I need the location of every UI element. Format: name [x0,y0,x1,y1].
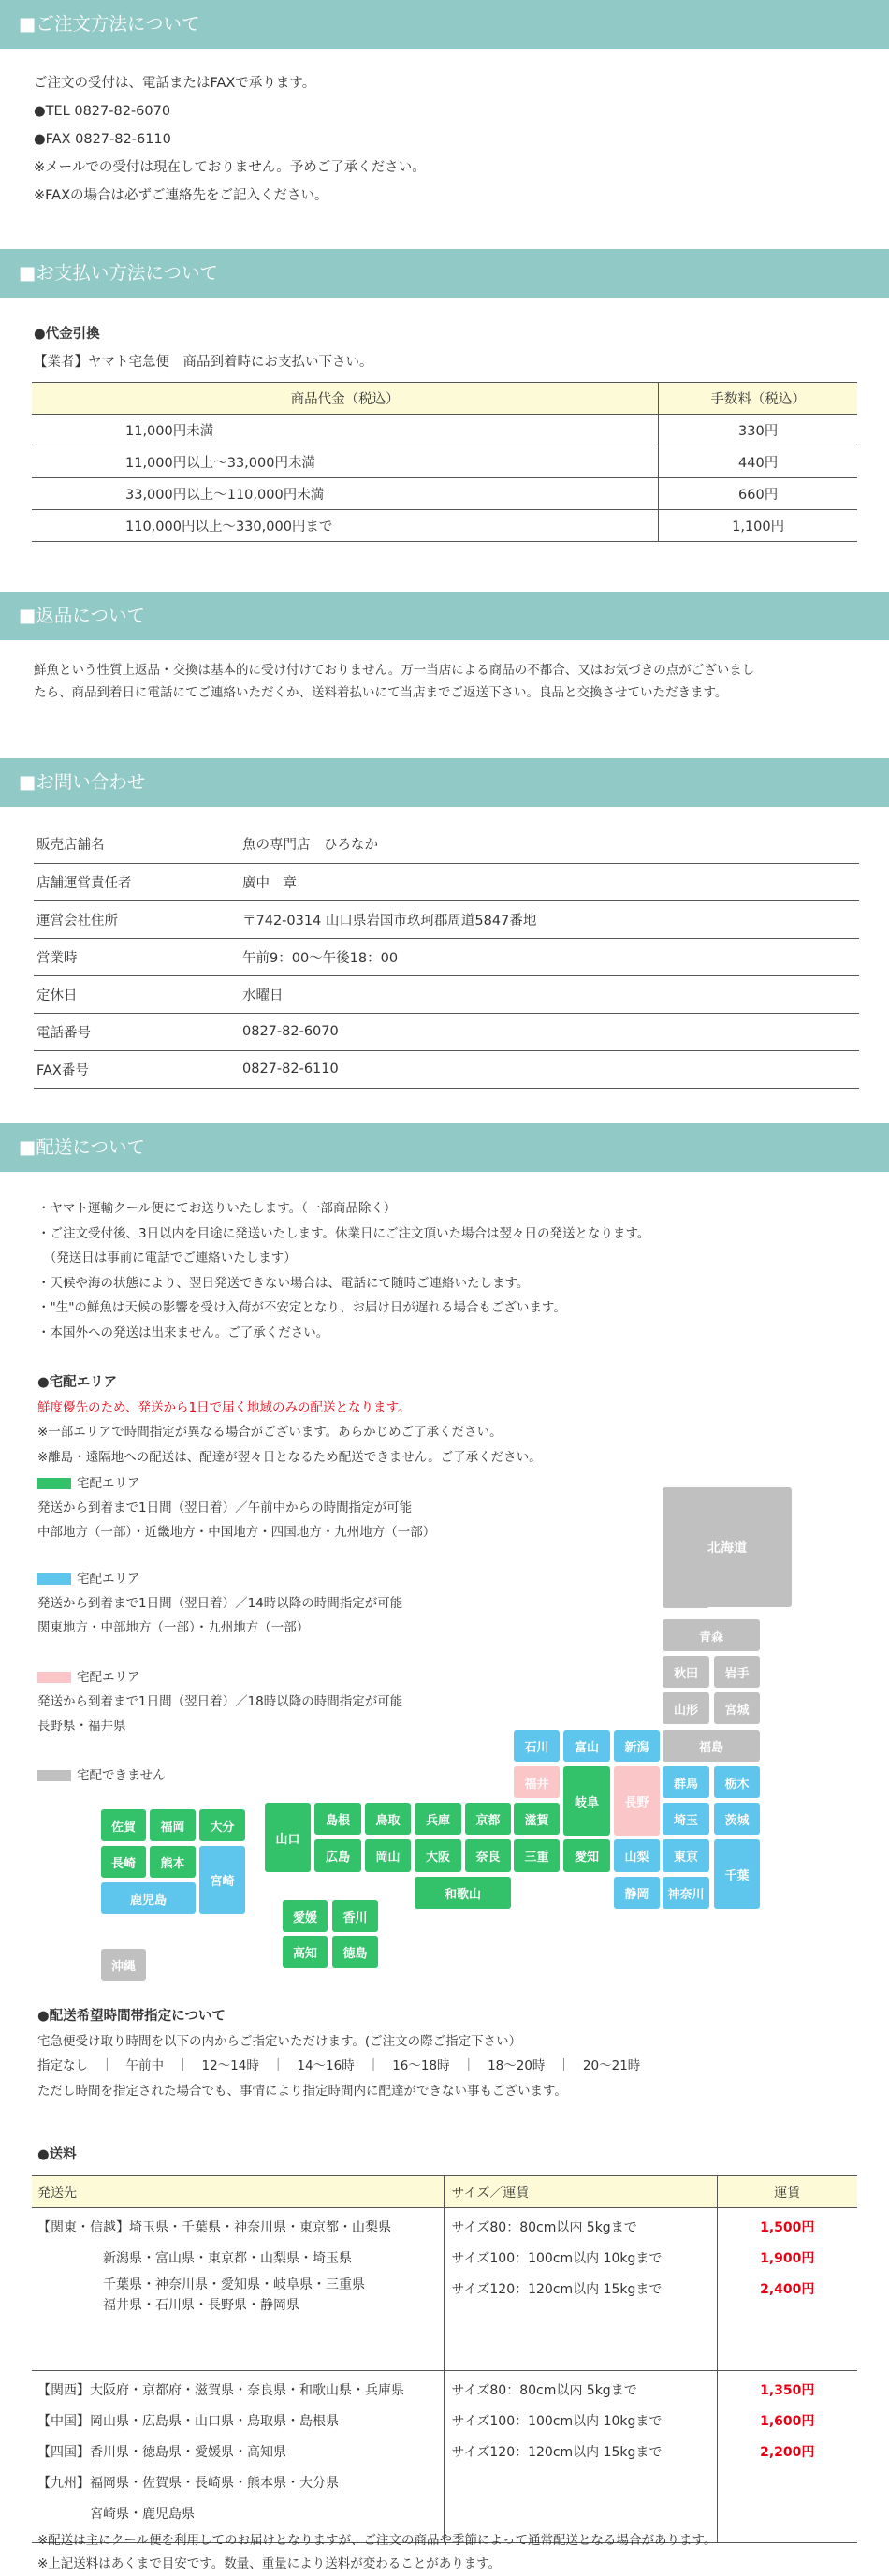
pref-miyazaki: 宮崎 [199,1846,245,1914]
shipping-footnotes [37,2529,716,2576]
ship-header: 発送先 [32,2176,444,2208]
shipping-title: ●送料 [37,2147,77,2162]
delivery-note: （発送日は事前に電話でご連絡いたします） [37,1251,297,1266]
time-title: ●配送希望時間帯指定について [37,2009,226,2024]
ship-area: 新潟県・富山県・東京都・山梨県・埼玉県 [37,2251,352,2266]
contact-value: 水曜日 [240,975,859,1013]
pink-swatch [37,1672,71,1683]
ship-size: サイズ80：80cm以内 5kgまで [451,2220,637,2235]
time-info [37,2004,640,2103]
fee-range: 11,000円未満 [32,415,659,446]
delivery-note: ・本国外への発送は出来ません。ご了承ください。 [37,1325,329,1340]
pref-ehime: 愛媛 [283,1900,328,1932]
table-row [34,975,859,1013]
pref-shizuoka: 静岡 [614,1877,660,1909]
delivery-note: ・天候や海の状態により、翌日発送できない場合は、電話にて随時ご連絡いたします。 [37,1275,530,1291]
ship-size: サイズ120：120cm以内 15kgまで [451,2445,663,2460]
fee-range: 11,000円以上～33,000円未満 [32,446,659,478]
contact-label: 店舗運営責任者 [34,863,240,900]
ship-fee: 1,350円 [760,2383,815,2398]
area-red-note: 鮮度優先のため、発送から1日で届く地域のみの配送となります。 [37,1399,411,1415]
pref-hiroshima: 広島 [314,1839,361,1872]
pref-saga: 佐賀 [101,1809,146,1841]
contact-value: 午前9：00～午後18：00 [240,938,859,975]
fee-amount: 660円 [659,478,857,510]
returns-text: たら、商品到着日に電話にてご連絡いただくか、送料着払いにて当店までご返送下さい。良品と交換させていただきます。 [34,685,728,700]
payment-note: 【業者】ヤマト宅急便 商品到着時にお支払い下さい。 [34,355,373,370]
ship-area: 福井県・石川県・長野県・静岡県 [37,2298,299,2313]
pref-tochigi: 栃木 [714,1766,760,1798]
pref-kochi: 高知 [283,1936,328,1968]
legend-label: 宅配できません [77,1768,166,1783]
ship-area: 千葉県・神奈川県・愛知県・岐阜県・三重県 [37,2277,365,2292]
blue-swatch [37,1573,71,1585]
pref-ibaraki: 茨城 [714,1803,760,1835]
pref-yamaguchi: 山口 [265,1803,311,1872]
contact-value: 0827-82-6110 [240,1050,859,1088]
ship-footnote: ※配送は主にクール便を利用してのお届けとなりますが、ご注文の商品や季節によって通常配送となる場合があります。 [37,2533,717,2548]
pref-yamagata: 山形 [663,1692,709,1724]
pref-tokyo: 東京 [663,1839,709,1872]
payment-method: ●代金引換 [34,327,100,342]
fee-header: 手数料（税込） [659,383,857,415]
pref-aomori: 青森 [663,1619,760,1651]
legend-areas: 長野県・福井県 [37,1719,126,1734]
table-row [32,2208,857,2371]
ship-header: 運賃 [717,2176,857,2208]
time-slots: 指定なし ｜ 午前中 ｜ 12〜14時 ｜ 14〜16時 ｜ 16〜18時 ｜ 18〜20時 ｜ 20〜21時 [37,2058,641,2073]
green-swatch [37,1478,71,1489]
pref-miyagi: 宮城 [714,1692,760,1724]
ship-size: サイズ80：80cm以内 5kgまで [451,2383,637,2398]
pref-kumamoto: 熊本 [150,1846,196,1878]
contact-label: 定休日 [34,975,240,1013]
table-row [34,900,859,938]
returns-heading: ■返品について [0,592,889,640]
pref-toyama: 富山 [563,1730,610,1762]
table-row [32,415,857,446]
pref-gifu: 岐阜 [563,1766,610,1836]
pref-fukui: 福井 [514,1766,560,1798]
pref-nagasaki: 長崎 [101,1846,146,1878]
contact-value: 魚の専門店 ひろなか [240,826,859,863]
area-note: ※一部エリアで時間指定が異なる場合がございます。あらかじめご了承ください。 [37,1425,503,1440]
ship-fee: 2,400円 [760,2282,815,2297]
pref-okinawa: 沖縄 [101,1949,146,1981]
payment-section [0,249,889,542]
pref-akita: 秋田 [663,1656,709,1688]
time-line: ただし時間を指定された場合でも、事情により指定時間内に配達ができない事もございます。 [37,2083,567,2099]
pref-fukushima: 福島 [663,1730,760,1762]
legend-desc: 発送から到着まで1日間（翌日着）／14時以降の時間指定が可能 [37,1596,403,1611]
pref-nara: 奈良 [465,1839,511,1872]
ship-area: 【関東・信越】埼玉県・千葉県・神奈川県・東京都・山梨県 [37,2220,391,2235]
ship-area: 【中国】岡山県・広島県・山口県・鳥取県・島根県 [37,2414,339,2429]
ship-area: 【関西】大阪府・京都府・滋賀県・奈良県・和歌山県・兵庫県 [37,2383,404,2398]
pref-gunma: 群馬 [663,1766,709,1798]
order-line: ※メールでの受付は現在しておりません。予めご了承ください。 [34,160,426,175]
ship-fee: 1,900円 [760,2251,815,2266]
pref-hyogo: 兵庫 [415,1803,461,1835]
payment-heading: ■お支払い方法について [0,249,889,298]
pref-shiga: 滋賀 [514,1803,560,1835]
fee-header: 商品代金（税込） [32,383,659,415]
contact-value: 廣中 章 [240,863,859,900]
table-row [34,938,859,975]
legend-label: 宅配エリア [77,1476,140,1491]
ship-area: 宮崎県・鹿児島県 [37,2507,195,2522]
fee-range: 33,000円以上～110,000円未満 [32,478,659,510]
area-info [37,1370,542,1470]
ship-area: 【九州】福岡県・佐賀県・長崎県・熊本県・大分県 [37,2476,339,2491]
contact-label: 運営会社住所 [34,900,240,938]
table-row [34,826,859,863]
pref-okayama: 岡山 [365,1839,411,1872]
contact-heading: ■お問い合わせ [0,758,889,807]
order-tel: ●TEL 0827-82-6070 [34,104,171,119]
pref-chiba: 千葉 [714,1839,760,1909]
ship-area: 【四国】香川県・徳島県・愛媛県・高知県 [37,2445,286,2460]
pref-mie: 三重 [514,1839,560,1872]
table-row [34,1013,859,1050]
gray-swatch [37,1770,71,1781]
area-note: ※離島・遠隔地への配送は、配達が翌々日となるため配送できません。ご了承ください。 [37,1449,542,1465]
legend-label: 宅配エリア [77,1572,140,1587]
pref-tottori: 鳥取 [365,1803,411,1835]
order-line: ※FAXの場合は必ずご連絡先をご記入ください。 [34,188,328,203]
contact-table [34,826,859,1089]
pref-shimane: 島根 [314,1803,361,1835]
ship-fee: 1,500円 [760,2220,815,2235]
contact-value: 〒742-0314 山口県岩国市玖珂郡周道5847番地 [240,900,859,938]
pref-iwate: 岩手 [714,1656,760,1688]
pref-niigata: 新潟 [614,1730,660,1762]
pref-ishikawa: 石川 [514,1730,560,1762]
hokkaido-tail [663,1599,709,1608]
table-row [32,510,857,542]
pref-aichi: 愛知 [563,1839,610,1872]
legend-desc: 発送から到着まで1日間（翌日着）／18時以降の時間指定が可能 [37,1694,403,1709]
legend-label: 宅配エリア [77,1670,140,1685]
contact-label: 営業時 [34,938,240,975]
contact-label: 販売店舗名 [34,826,240,863]
delivery-section [0,1123,889,1345]
table-row [32,446,857,478]
contact-section [0,758,889,1089]
legend-green [37,1471,435,1544]
pref-fukuoka: 福岡 [150,1809,196,1841]
pref-nagano: 長野 [614,1766,660,1836]
ship-footnote: ※上記送料はあくまで目安です。数量、重量により送料が変わることがあります。 [37,2556,502,2571]
fee-amount: 1,100円 [659,510,857,542]
fee-table [32,382,857,542]
delivery-note: ・ヤマト運輸クール便にてお送りいたします。（一部商品除く） [37,1201,397,1216]
legend-desc: 発送から到着まで1日間（翌日着）／午前中からの時間指定が可能 [37,1500,413,1515]
pref-osaka: 大阪 [415,1839,461,1872]
delivery-note: ・"生"の鮮魚は天候の影響を受け入荷が不安定となり、お届け日が遅れる場合もございます。 [37,1300,566,1315]
legend-gray [37,1764,166,1788]
pref-wakayama: 和歌山 [415,1877,511,1909]
table-row [34,1050,859,1088]
delivery-note: ・ご注文受付後、3日以内を目途に発送いたします。休業日にご注文頂いた場合は翌々日の発送となります。 [37,1225,650,1241]
table-row [34,863,859,900]
order-section [0,0,889,210]
ship-fee: 1,600円 [760,2414,815,2429]
time-line: 宅急便受け取り時間を以下の内からご指定いただけます。(ご注文の際ご指定下さい） [37,2033,522,2049]
pref-tokushima: 徳島 [332,1936,378,1968]
legend-pink [37,1665,402,1738]
fee-amount: 330円 [659,415,857,446]
pref-hokkaido: 北海道 [663,1487,792,1607]
legend-blue [37,1567,402,1640]
area-title: ●宅配エリア [37,1375,118,1390]
ship-size: サイズ100：100cm以内 10kgまで [451,2414,663,2429]
pref-kyoto: 京都 [465,1803,511,1835]
shipping-table [32,2175,857,2543]
table-row [32,2371,857,2543]
contact-value: 0827-82-6070 [240,1013,859,1050]
pref-kanagawa: 神奈川 [663,1877,709,1909]
pref-oita: 大分 [199,1809,245,1841]
legend-areas: 関東地方・中部地方（一部）・九州地方（一部） [37,1620,310,1635]
pref-saitama: 埼玉 [663,1803,709,1835]
ship-fee: 2,200円 [760,2445,815,2460]
order-heading: ■ご注文方法について [0,0,889,49]
order-fax: ●FAX 0827-82-6110 [34,132,171,147]
contact-label: FAX番号 [34,1050,240,1088]
ship-size: サイズ120：120cm以内 15kgまで [451,2282,663,2297]
returns-text: 鮮魚という性質上返品・交換は基本的に受け付けておりません。万一当店による商品の不都合、又はお気づきの点がございまし [34,663,755,678]
legend-areas: 中部地方（一部）・近畿地方・中国地方・四国地方・九州地方（一部） [37,1525,436,1540]
fee-range: 110,000円以上～330,000円まで [32,510,659,542]
table-row [32,478,857,510]
ship-header: サイズ／運賃 [444,2176,717,2208]
pref-kagoshima: 鹿児島 [101,1882,196,1914]
contact-label: 電話番号 [34,1013,240,1050]
order-line: ご注文の受付は、電話またはFAXで承ります。 [34,76,316,91]
returns-section [0,592,889,704]
pref-kagawa: 香川 [332,1900,378,1932]
delivery-heading: ■配送について [0,1123,889,1172]
pref-yamanashi: 山梨 [614,1839,660,1872]
fee-amount: 440円 [659,446,857,478]
ship-size: サイズ100：100cm以内 10kgまで [451,2251,663,2266]
